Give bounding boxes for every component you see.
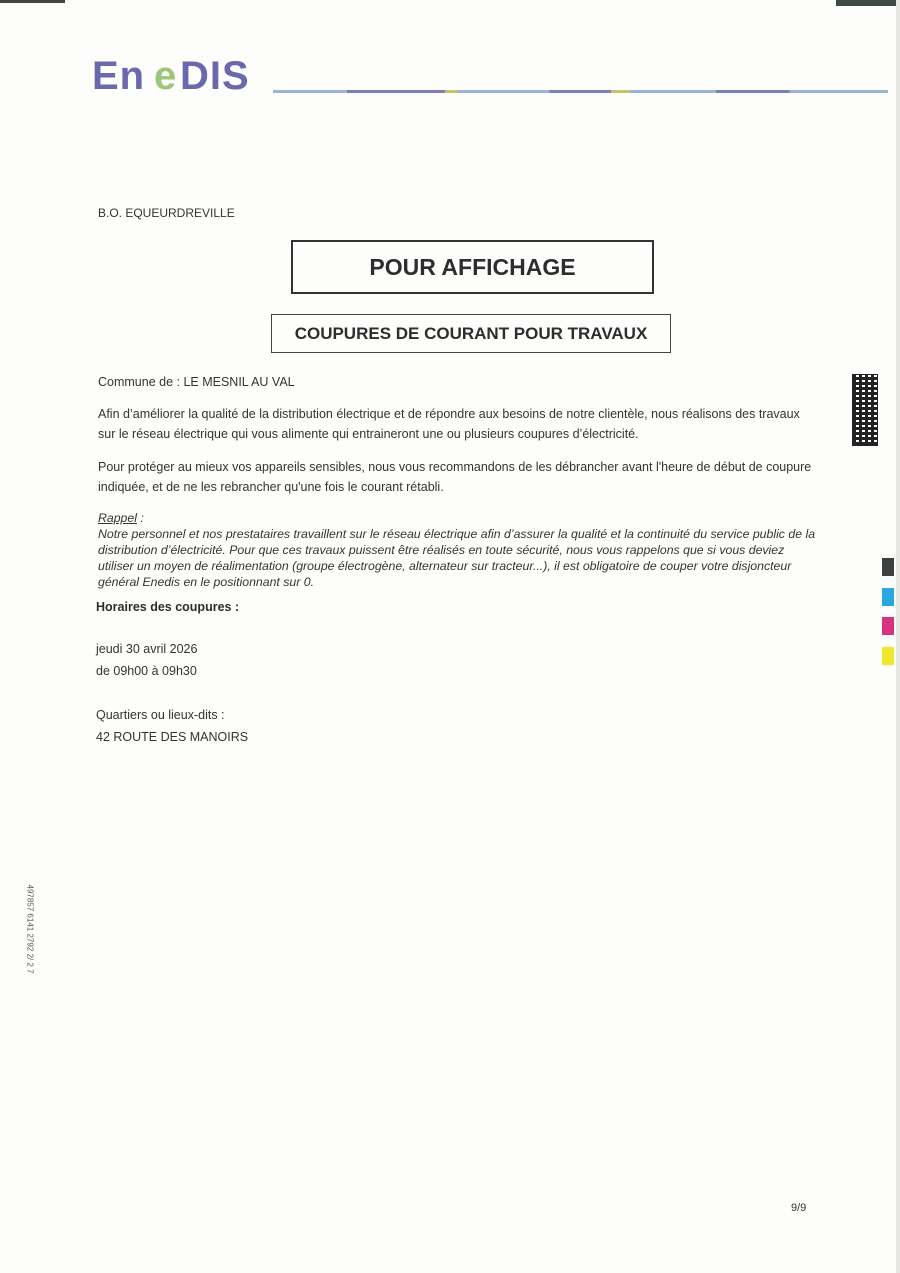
- rappel-heading: [98, 510, 818, 526]
- print-mark-black: [882, 558, 894, 576]
- outage-date: jeudi 30 avril 2026: [96, 642, 198, 656]
- rappel-text: Notre personnel et nos prestataires travaillent sur le réseau électrique afin d’assurer la qualité et la continuité du service public de la distribution d’électricité. Pour que ces travaux puissent être réalisés en toute sécurité, nous vous rappelons que si vous deviez utiliser un moyen de réalimentation (groupe électrogène, alternateur sur tracteur...), il est obligatoire de couper votre disjoncteur général Enedis en le positionnant sur 0.: [98, 527, 816, 589]
- office-name: B.O. EQUEURDREVILLE: [98, 206, 235, 220]
- datamatrix-code: [852, 374, 878, 446]
- paragraph-advice: Pour protéger au mieux vos appareils sensibles, nous vous recommandons de les débrancher avant l'heure de début de coupure indiquée, et de ne les rebrancher qu'une fois le courant rétabli.: [98, 460, 812, 494]
- svg-text:e: e: [154, 55, 178, 97]
- rappel-label: Rappel: [98, 511, 137, 525]
- print-mark-magenta: [882, 617, 894, 635]
- svg-text:DIS: DIS: [180, 55, 250, 97]
- enedis-logo: [92, 55, 262, 97]
- commune: Commune de : LE MESNIL AU VAL: [98, 375, 295, 389]
- page-number: 9/9: [791, 1202, 807, 1214]
- title-main-box: [291, 240, 654, 294]
- paragraph-intro: Afin d’améliorer la qualité de la distribution électrique et de répondre aux besoins de notre clientèle, nous réalisons des travaux sur le réseau électrique qui vous alimente qui entraineront une ou plusieurs coupures d’électricité.: [98, 407, 800, 441]
- horaires-title: Horaires des coupures :: [96, 600, 240, 614]
- svg-text:En: En: [92, 55, 146, 97]
- header-rule: [273, 90, 888, 93]
- quartiers-label: Quartiers ou lieux-dits :: [96, 708, 225, 722]
- rappel-block: [98, 510, 818, 590]
- rappel-colon: :: [136, 511, 144, 525]
- quartiers-value: 42 ROUTE DES MANOIRS: [96, 730, 249, 744]
- side-reference-code: 497857 6141 2792 2/ 2 7: [25, 884, 35, 974]
- page-right-edge: [896, 0, 900, 1273]
- print-mark-cyan: [882, 588, 894, 606]
- print-mark-yellow: [882, 647, 894, 665]
- title-sub: COUPURES DE COURANT POUR TRAVAUX: [294, 323, 648, 343]
- outage-hours: de 09h00 à 09h30: [96, 664, 197, 678]
- scan-edge-mark-right: [836, 0, 898, 6]
- title-main: POUR AFFICHAGE: [369, 253, 576, 280]
- scan-edge-mark-left: [0, 0, 65, 3]
- title-sub-box: [271, 314, 671, 353]
- enedis-logo-mark: [92, 55, 262, 97]
